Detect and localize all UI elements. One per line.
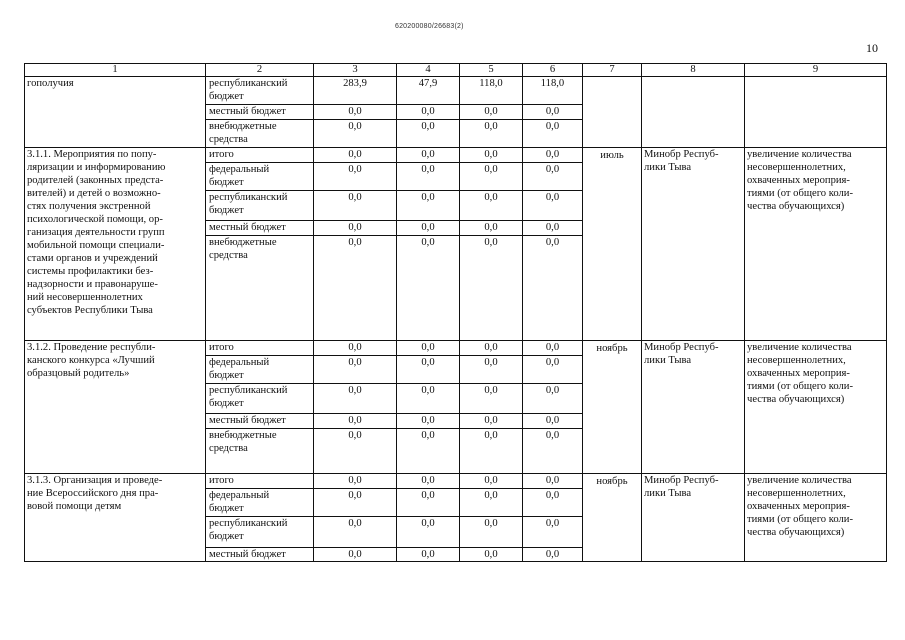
execution-term bbox=[583, 77, 642, 148]
table-row bbox=[25, 341, 887, 356]
funding-source: федеральный бюджет bbox=[206, 356, 314, 384]
amount-v4: 0,0 bbox=[397, 548, 460, 562]
amount-v4: 0,0 bbox=[397, 105, 460, 120]
expected-result: увеличение количества несовершеннолетних, охваченных мероприя- тиями (от общего коли- чества обучающихся) bbox=[745, 341, 887, 474]
amount-v4: 0,0 bbox=[397, 120, 460, 148]
amount-v4: 47,9 bbox=[397, 77, 460, 105]
execution-term: июль bbox=[583, 148, 642, 341]
column-number-2: 2 bbox=[206, 64, 314, 77]
document-id: 620200080/26683(2) bbox=[395, 23, 464, 30]
funding-source: местный бюджет bbox=[206, 221, 314, 236]
amount-v5: 0,0 bbox=[460, 236, 523, 341]
amount-v5: 0,0 bbox=[460, 384, 523, 414]
responsible-executor: Минобр Респуб- лики Тыва bbox=[642, 341, 745, 474]
amount-v4: 0,0 bbox=[397, 191, 460, 221]
amount-v6: 0,0 bbox=[523, 191, 583, 221]
amount-v4: 0,0 bbox=[397, 414, 460, 429]
amount-v6: 0,0 bbox=[523, 384, 583, 414]
amount-v3: 0,0 bbox=[314, 414, 397, 429]
column-number-3: 3 bbox=[314, 64, 397, 77]
amount-v3: 0,0 bbox=[314, 191, 397, 221]
column-number-7: 7 bbox=[583, 64, 642, 77]
expected-result: увеличение количества несовершеннолетних, охваченных мероприя- тиями (от общего коли- чества обучающихся) bbox=[745, 148, 887, 341]
amount-v5: 118,0 bbox=[460, 77, 523, 105]
expected-result bbox=[745, 77, 887, 148]
amount-v6: 0,0 bbox=[523, 414, 583, 429]
amount-v4: 0,0 bbox=[397, 221, 460, 236]
amount-v6: 0,0 bbox=[523, 517, 583, 548]
table-row bbox=[25, 474, 887, 489]
amount-v6: 0,0 bbox=[523, 105, 583, 120]
amount-v4: 0,0 bbox=[397, 429, 460, 474]
amount-v3: 0,0 bbox=[314, 120, 397, 148]
amount-v5: 0,0 bbox=[460, 148, 523, 163]
amount-v4: 0,0 bbox=[397, 341, 460, 356]
funding-source: итого bbox=[206, 474, 314, 489]
amount-v4: 0,0 bbox=[397, 163, 460, 191]
amount-v5: 0,0 bbox=[460, 474, 523, 489]
expected-result: увеличение количества несовершеннолетних, охваченных мероприя- тиями (от общего коли- чества обучающихся) bbox=[745, 474, 887, 562]
amount-v6: 0,0 bbox=[523, 548, 583, 562]
column-number-9: 9 bbox=[745, 64, 887, 77]
funding-source: внебюджетные средства bbox=[206, 429, 314, 474]
column-number-8: 8 bbox=[642, 64, 745, 77]
amount-v5: 0,0 bbox=[460, 120, 523, 148]
responsible-executor: Минобр Респуб- лики Тыва bbox=[642, 148, 745, 341]
funding-source: республиканский бюджет bbox=[206, 77, 314, 105]
page-number: 10 bbox=[866, 41, 878, 55]
amount-v5: 0,0 bbox=[460, 341, 523, 356]
amount-v5: 0,0 bbox=[460, 414, 523, 429]
amount-v3: 0,0 bbox=[314, 221, 397, 236]
column-number-5: 5 bbox=[460, 64, 523, 77]
event-name: 3.1.3. Организация и проведе- ние Всероссийского дня пра- вовой помощи детям bbox=[25, 474, 206, 562]
funding-source: республиканский бюджет bbox=[206, 517, 314, 548]
funding-source: федеральный бюджет bbox=[206, 489, 314, 517]
amount-v4: 0,0 bbox=[397, 384, 460, 414]
amount-v4: 0,0 bbox=[397, 489, 460, 517]
amount-v6: 0,0 bbox=[523, 236, 583, 341]
amount-v3: 0,0 bbox=[314, 105, 397, 120]
funding-source: итого bbox=[206, 148, 314, 163]
amount-v3: 0,0 bbox=[314, 384, 397, 414]
program-table bbox=[24, 63, 887, 562]
funding-source: внебюджетные средства bbox=[206, 236, 314, 341]
amount-v3: 0,0 bbox=[314, 429, 397, 474]
amount-v5: 0,0 bbox=[460, 356, 523, 384]
funding-source: местный бюджет bbox=[206, 105, 314, 120]
amount-v4: 0,0 bbox=[397, 148, 460, 163]
table-row bbox=[25, 148, 887, 163]
column-number-row bbox=[25, 64, 887, 77]
amount-v6: 0,0 bbox=[523, 148, 583, 163]
amount-v5: 0,0 bbox=[460, 548, 523, 562]
amount-v4: 0,0 bbox=[397, 517, 460, 548]
amount-v3: 0,0 bbox=[314, 236, 397, 341]
amount-v6: 0,0 bbox=[523, 356, 583, 384]
column-number-4: 4 bbox=[397, 64, 460, 77]
table-row bbox=[25, 77, 887, 105]
funding-source: местный бюджет bbox=[206, 414, 314, 429]
amount-v3: 0,0 bbox=[314, 474, 397, 489]
responsible-executor bbox=[642, 77, 745, 148]
amount-v6: 118,0 bbox=[523, 77, 583, 105]
amount-v5: 0,0 bbox=[460, 191, 523, 221]
amount-v5: 0,0 bbox=[460, 429, 523, 474]
amount-v3: 0,0 bbox=[314, 517, 397, 548]
amount-v6: 0,0 bbox=[523, 163, 583, 191]
funding-source: внебюджетные средства bbox=[206, 120, 314, 148]
amount-v5: 0,0 bbox=[460, 221, 523, 236]
amount-v3: 0,0 bbox=[314, 148, 397, 163]
amount-v6: 0,0 bbox=[523, 489, 583, 517]
column-number-6: 6 bbox=[523, 64, 583, 77]
amount-v3: 0,0 bbox=[314, 489, 397, 517]
amount-v5: 0,0 bbox=[460, 163, 523, 191]
amount-v4: 0,0 bbox=[397, 236, 460, 341]
amount-v6: 0,0 bbox=[523, 474, 583, 489]
funding-source: республиканский бюджет bbox=[206, 191, 314, 221]
amount-v3: 0,0 bbox=[314, 163, 397, 191]
responsible-executor: Минобр Респуб- лики Тыва bbox=[642, 474, 745, 562]
event-name: 3.1.2. Проведение республи- канского конкурса «Лучший образцовый родитель» bbox=[25, 341, 206, 474]
amount-v3: 283,9 bbox=[314, 77, 397, 105]
amount-v5: 0,0 bbox=[460, 105, 523, 120]
amount-v6: 0,0 bbox=[523, 429, 583, 474]
funding-source: местный бюджет bbox=[206, 548, 314, 562]
funding-source: республиканский бюджет bbox=[206, 384, 314, 414]
amount-v3: 0,0 bbox=[314, 341, 397, 356]
execution-term: ноябрь bbox=[583, 474, 642, 562]
amount-v4: 0,0 bbox=[397, 474, 460, 489]
amount-v6: 0,0 bbox=[523, 341, 583, 356]
funding-source: федеральный бюджет bbox=[206, 163, 314, 191]
amount-v5: 0,0 bbox=[460, 489, 523, 517]
funding-source: итого bbox=[206, 341, 314, 356]
column-number-1: 1 bbox=[25, 64, 206, 77]
amount-v3: 0,0 bbox=[314, 356, 397, 384]
amount-v6: 0,0 bbox=[523, 221, 583, 236]
amount-v5: 0,0 bbox=[460, 517, 523, 548]
event-name: 3.1.1. Мероприятия по попу- ляризации и информированию родителей (законных предста- вителей) и детей о возможно- стях получения экстренной психологической помощи, ор- ганизация деятельности групп мобильной помощи специали- стами органов и учреждений системы профилактики без- надзорности и правонаруше- ний несовершеннолетних субъектов Республики Тыва bbox=[25, 148, 206, 341]
event-name: гополучия bbox=[25, 77, 206, 148]
execution-term: ноябрь bbox=[583, 341, 642, 474]
amount-v6: 0,0 bbox=[523, 120, 583, 148]
amount-v4: 0,0 bbox=[397, 356, 460, 384]
amount-v3: 0,0 bbox=[314, 548, 397, 562]
